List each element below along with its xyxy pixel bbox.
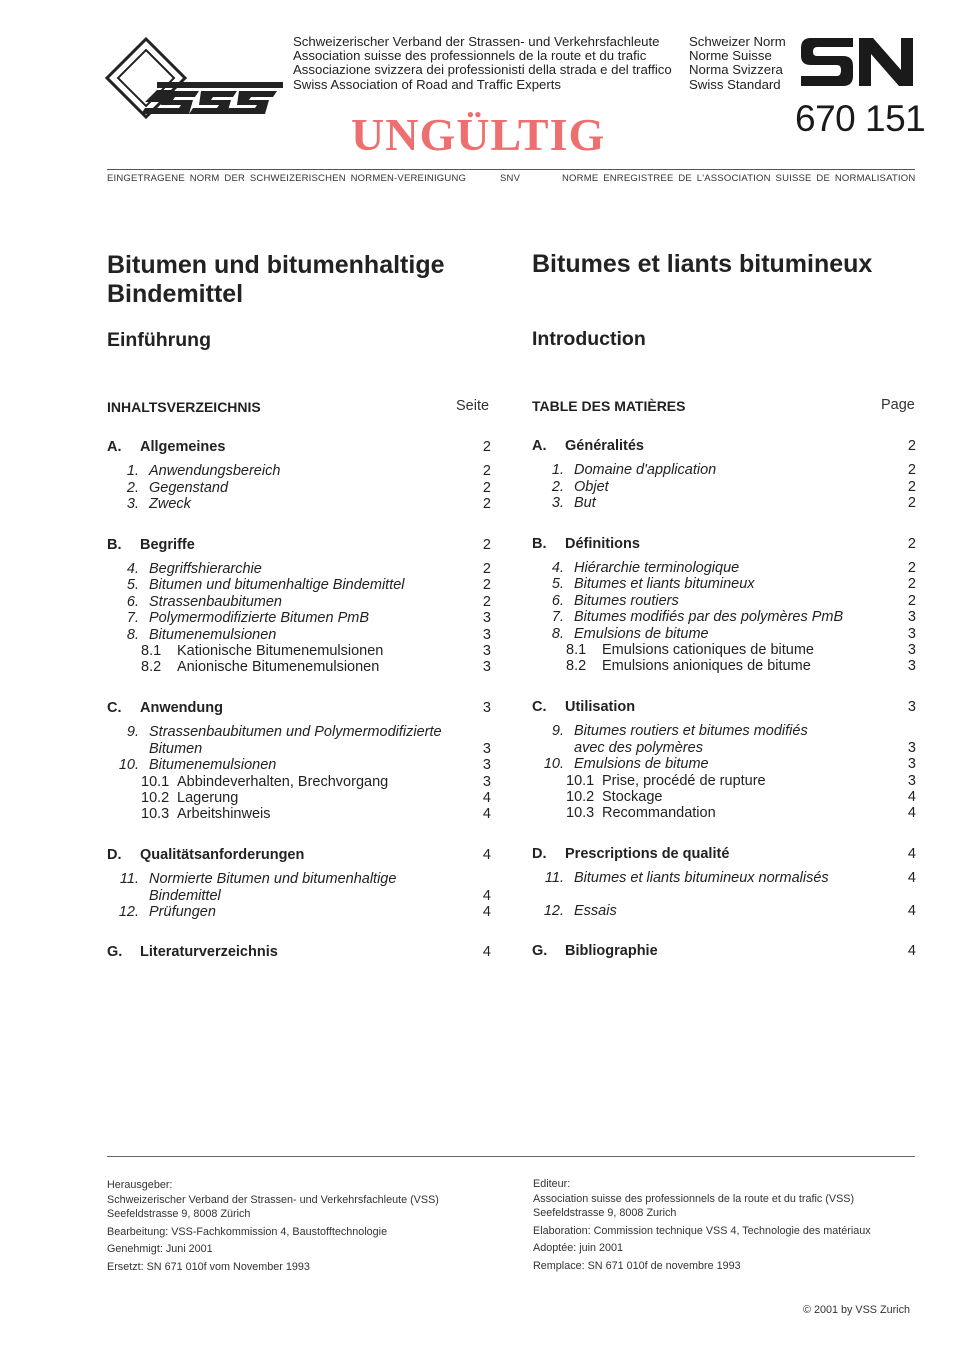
toc-item (107, 480, 491, 496)
toc-item-number: 12. (118, 903, 139, 920)
toc-item-number: 1. (551, 462, 564, 479)
toc-item (532, 887, 916, 903)
toc-item-number: 10. (543, 756, 564, 773)
toc-section-page: 4 (907, 943, 916, 960)
toc-indent (107, 806, 141, 822)
toc-section (107, 847, 491, 863)
toc-item-number: 4. (126, 561, 139, 578)
toc-subitem (532, 773, 916, 789)
toc-indent (532, 658, 566, 674)
toc-item (532, 462, 916, 478)
title-de-line1: Bitumen und bitumenhaltige (107, 251, 445, 279)
toc-item-title: Bitumes et liants bitumineux normalisés (574, 870, 829, 887)
toc-item-title: Bitumes routiers (574, 592, 679, 609)
toc-item-number (107, 741, 140, 757)
toc-item-page: 2 (482, 496, 491, 513)
toc-subitem-title: Abbindeverhalten, Brechvorgang (177, 773, 389, 790)
toc-subitem (107, 659, 491, 675)
toc-subitem-page: 3 (482, 643, 491, 660)
toc-section-page: 2 (482, 536, 491, 553)
toc-item-page: 3 (907, 739, 916, 756)
toc-item-page (471, 724, 491, 740)
toc-item-title: Emulsions de bitume (574, 625, 709, 642)
toc-item-page: 2 (907, 560, 916, 577)
toc-subitem-title: Kationische Bitumenemulsionen (177, 643, 384, 660)
toc-item-page: 3 (482, 610, 491, 627)
association-it: Associazione svizzera dei professionisti della strada e del traffico (293, 62, 672, 78)
toc-item-title: Bitumen und bitumenhaltige Bindemittel (149, 577, 405, 594)
toc-fr (532, 438, 916, 960)
toc-section-page: 3 (907, 698, 916, 715)
toc-section-title: Prescriptions de qualité (565, 845, 730, 862)
toc-section-letter: D. (532, 845, 547, 862)
toc-item-number: 11. (544, 870, 564, 887)
toc-section-title: Définitions (565, 535, 640, 552)
toc-subitem-number: 10.2 (141, 789, 170, 806)
toc-gap (532, 715, 916, 723)
toc-item-page: 2 (907, 462, 916, 479)
toc-section-page: 4 (482, 944, 491, 961)
toc-item-number: 10. (118, 757, 139, 774)
toc-gap (532, 919, 916, 943)
toc-subitem-number: 8.1 (141, 643, 162, 660)
toc-gap (107, 455, 491, 463)
standard-names (689, 35, 786, 92)
toc-section-title: Généralités (565, 438, 644, 454)
toc-item-number: 9. (551, 723, 564, 740)
toc-subitem-title: Stockage (602, 788, 663, 805)
toc-item-page: 3 (482, 626, 491, 643)
toc-subitem-page: 3 (907, 658, 916, 675)
toc-section-title: Qualitätsanforderungen (140, 846, 305, 863)
association-fr: Association suisse des professionnels de la route et du trafic (293, 48, 647, 64)
toc-section-letter: G. (532, 943, 548, 960)
toc-section (107, 944, 491, 960)
toc-section-letter: A. (107, 439, 122, 455)
toc-section-page: 3 (482, 699, 491, 716)
toc-subitem-title: Emulsions anioniques de bitume (602, 658, 811, 675)
toc-section-letter: D. (107, 846, 122, 863)
toc-section-page: 2 (482, 439, 491, 455)
toc-section (532, 943, 916, 959)
toc-item (532, 593, 916, 609)
toc-subitem (107, 806, 491, 822)
toc-item (107, 741, 491, 757)
toc-gap (107, 553, 491, 561)
toc-item-number: 12. (543, 902, 564, 919)
toc-item-number: 3. (551, 495, 564, 512)
invalid-stamp: UNGÜLTIG (351, 109, 606, 160)
page-heading-fr: Page (881, 397, 915, 413)
toc-gap (532, 862, 916, 870)
toc-item (107, 888, 491, 904)
toc-subitem (107, 643, 491, 659)
toc-item-page: 2 (907, 576, 916, 593)
toc-item (532, 626, 916, 642)
toc-item-page: 2 (907, 478, 916, 495)
toc-heading-de: INHALTSVERZEICHNIS (107, 399, 261, 415)
toc-item (107, 577, 491, 593)
toc-item-number: 5. (126, 577, 139, 594)
toc-item (107, 627, 491, 643)
toc-section-letter: A. (532, 438, 547, 454)
standard-en: Swiss Standard (689, 76, 781, 92)
association-names (293, 35, 672, 92)
toc-item-number: 7. (126, 610, 139, 627)
title-fr: Bitumes et liants bitumineux (532, 250, 873, 278)
toc-item-number: 5. (551, 576, 564, 593)
toc-item (532, 495, 916, 511)
toc-item-page: 3 (907, 756, 916, 773)
toc-item-title (565, 887, 896, 903)
toc-section-title: Literaturverzeichnis (140, 944, 278, 961)
toc-gap (532, 454, 916, 462)
association-de: Schweizerischer Verband der Strassen- und Verkehrsfachleute (293, 34, 660, 49)
toc-item (107, 463, 491, 479)
toc-subitem (107, 774, 491, 790)
replaces-fr: Remplace: SN 671 010f de novembre 1993 (533, 1259, 741, 1272)
vss-logo (105, 36, 285, 120)
toc-section-letter: B. (107, 536, 122, 553)
toc-item-title: Strassenbaubitumen (149, 593, 282, 610)
toc-item-number: 4. (551, 560, 564, 577)
toc-de (107, 439, 491, 961)
toc-section (532, 699, 916, 715)
toc-item (107, 496, 491, 512)
toc-item (532, 870, 916, 886)
toc-item-title: Hiérarchie terminologique (574, 560, 740, 577)
toc-item-page: 3 (482, 757, 491, 774)
toc-gap (107, 920, 491, 944)
toc-item-title: Anwendungsbereich (149, 463, 281, 480)
toc-item-title: But (574, 495, 596, 512)
toc-item-page (896, 887, 916, 903)
toc-subitem-page: 4 (907, 788, 916, 805)
toc-item-page (896, 723, 916, 739)
toc-item-title: Bitumen (149, 740, 203, 757)
toc-item-title: Normierte Bitumen und bitumenhaltige (149, 871, 397, 888)
toc-item-number: 6. (551, 592, 564, 609)
toc-item-number: 11. (119, 871, 139, 888)
toc-section (107, 439, 491, 455)
toc-item (107, 904, 491, 920)
standard-de: Schweizer Norm (689, 34, 786, 49)
footer-fr (533, 1177, 871, 1273)
toc-section-title: Begriffe (140, 536, 195, 553)
toc-item-number: 8. (126, 626, 139, 643)
toc-indent (532, 789, 566, 805)
toc-subitem-number: 8.2 (566, 658, 587, 675)
toc-gap (107, 676, 491, 700)
publisher-name-de: Schweizerischer Verband der Strassen- und Verkehrsfachleute (VSS) (107, 1193, 439, 1206)
toc-item-number: 9. (126, 724, 139, 741)
association-en: Swiss Association of Road and Traffic Experts (293, 76, 562, 92)
toc-item (107, 594, 491, 610)
toc-indent (107, 790, 141, 806)
footer-divider (107, 1156, 915, 1157)
toc-item (532, 479, 916, 495)
toc-subitem-title: Arbeitshinweis (177, 806, 271, 823)
approved-de: Genehmigt: Juni 2001 (107, 1243, 213, 1255)
publisher-label-fr: Editeur: (533, 1178, 571, 1190)
registered-norm-fr: NORME ENREGISTREE DE L'ASSOCIATION SUISSE DE NORMALISATION (562, 173, 916, 184)
toc-section (107, 537, 491, 553)
toc-section-letter: C. (532, 698, 547, 715)
toc-item (532, 609, 916, 625)
toc-item-page: 3 (907, 609, 916, 626)
header-divider (107, 169, 915, 170)
toc-item (107, 871, 491, 887)
toc-item (532, 903, 916, 919)
toc-subitem-page: 3 (907, 642, 916, 659)
toc-subitem-page: 4 (482, 806, 491, 823)
publisher-address-fr: Seefeldstrasse 9, 8008 Zurich (533, 1207, 677, 1219)
toc-item-page: 3 (482, 740, 491, 757)
toc-subitem (532, 642, 916, 658)
toc-item-number (107, 888, 140, 904)
toc-item-page: 2 (482, 561, 491, 578)
toc-subitem-page: 4 (907, 805, 916, 822)
toc-item-number: 1. (126, 463, 139, 480)
toc-subitem-title: Prise, procédé de rupture (602, 772, 766, 789)
toc-subitem-number: 8.1 (566, 642, 587, 659)
toc-item-number: 6. (126, 593, 139, 610)
toc-item-number: 3. (126, 496, 139, 513)
toc-section-title: Allgemeines (140, 439, 226, 455)
toc-subitem-number: 10.2 (566, 788, 595, 805)
toc-item-title: Bindemittel (149, 887, 221, 904)
toc-section-page: 4 (482, 846, 491, 863)
toc-section (532, 438, 916, 454)
toc-item-page: 3 (907, 625, 916, 642)
toc-indent (107, 774, 141, 790)
toc-section-title: Bibliographie (565, 943, 658, 960)
toc-item-page: 2 (907, 592, 916, 609)
toc-item-title: Bitumenemulsionen (149, 757, 277, 774)
toc-indent (532, 642, 566, 658)
toc-heading-fr: TABLE DES MATIÈRES (532, 398, 686, 414)
footer-de (107, 1178, 439, 1274)
toc-item (107, 757, 491, 773)
publisher-label-de: Herausgeber: (107, 1179, 173, 1191)
toc-subitem-page: 4 (482, 789, 491, 806)
toc-item-number: 8. (551, 625, 564, 642)
toc-item-page: 2 (907, 495, 916, 512)
toc-indent (532, 773, 566, 789)
toc-subitem (532, 805, 916, 821)
page-heading-de: Seite (456, 398, 490, 414)
toc-item-title: Bitumenemulsionen (149, 626, 277, 643)
approved-fr: Adoptée: juin 2001 (533, 1242, 624, 1254)
toc-section-page: 2 (907, 535, 916, 552)
toc-item-title: avec des polymères (574, 739, 703, 756)
toc-gap (532, 675, 916, 699)
title-de (107, 251, 445, 309)
toc-subitem (532, 789, 916, 805)
snv-label: SNV (500, 173, 521, 184)
toc-section-letter: C. (107, 699, 122, 716)
toc-item-page: 2 (482, 479, 491, 496)
toc-item-page: 4 (907, 870, 916, 887)
toc-item-page: 4 (482, 903, 491, 920)
title-de-line2: Bindemittel (107, 280, 244, 308)
toc-indent (532, 805, 566, 821)
replaces-de: Ersetzt: SN 671 010f vom November 1993 (107, 1260, 310, 1273)
subtitle-fr: Introduction (532, 328, 646, 350)
toc-item-title: Begriffshierarchie (149, 561, 262, 578)
toc-item (107, 561, 491, 577)
toc-item-title: Polymermodifizierte Bitumen PmB (149, 610, 369, 627)
toc-item-number: 7. (551, 609, 564, 626)
publisher-name-fr: Association suisse des professionnels de la route et du trafic (VSS) (533, 1192, 855, 1205)
toc-subitem-title: Anionische Bitumenemulsionen (177, 659, 380, 676)
toc-item-page: 2 (482, 577, 491, 594)
toc-item (532, 756, 916, 772)
toc-item-page (471, 871, 491, 887)
toc-gap (532, 822, 916, 846)
toc-item-page: 2 (482, 463, 491, 480)
toc-item-title: Bitumes routiers et bitumes modifiés (574, 723, 808, 740)
toc-section (532, 536, 916, 552)
toc-subitem-number: 10.3 (566, 805, 595, 822)
copyright: © 2001 by VSS Zurich (803, 1304, 910, 1316)
toc-gap (107, 823, 491, 847)
toc-gap (532, 512, 916, 536)
toc-item-title: Objet (574, 478, 609, 495)
toc-item-page: 4 (907, 902, 916, 919)
toc-item-number (532, 740, 565, 756)
toc-section-letter: B. (532, 535, 547, 552)
toc-item-title: Gegenstand (149, 479, 229, 496)
toc-item-title: Strassenbaubitumen und Polymermodifizierte (149, 724, 442, 741)
registered-norm-de: EINGETRAGENE NORM DER SCHWEIZERISCHEN NORMEN-VEREINIGUNG (107, 173, 467, 184)
toc-item-title: Zweck (149, 496, 191, 513)
toc-item-page: 2 (482, 593, 491, 610)
toc-indent (107, 643, 141, 659)
toc-section-page: 2 (907, 438, 916, 454)
toc-gap (107, 863, 491, 871)
editing-de: Bearbeitung: VSS-Fachkommission 4, Baustofftechnologie (107, 1225, 388, 1238)
toc-subitem-title: Emulsions cationiques de bitume (602, 642, 814, 659)
toc-section-title: Utilisation (565, 698, 636, 715)
toc-gap (107, 513, 491, 537)
toc-item (107, 610, 491, 626)
toc-subitem (107, 790, 491, 806)
subtitle-de: Einführung (107, 329, 211, 351)
toc-item-title: Domaine d'application (574, 462, 717, 479)
toc-section (532, 846, 916, 862)
toc-section (107, 700, 491, 716)
toc-section-page: 4 (907, 845, 916, 862)
toc-item (107, 724, 491, 740)
toc-item-title: Bitumes et liants bitumineux (574, 576, 755, 593)
toc-subitem-page: 3 (907, 772, 916, 789)
toc-item-number: 2. (126, 479, 139, 496)
norm-number: 670 151 (795, 98, 926, 139)
toc-item (532, 560, 916, 576)
toc-item-title: Emulsions de bitume (574, 756, 709, 773)
toc-item-page: 4 (482, 887, 491, 904)
toc-subitem-number: 8.2 (141, 659, 162, 676)
toc-subitem-page: 3 (482, 659, 491, 676)
sn-logo (797, 32, 917, 90)
toc-subitem-title: Recommandation (602, 805, 716, 822)
toc-subitem-number: 10.1 (141, 773, 170, 790)
toc-item (532, 740, 916, 756)
toc-item-title: Bitumes modifiés par des polymères PmB (574, 609, 844, 626)
toc-item (532, 576, 916, 592)
toc-subitem-number: 10.3 (141, 806, 170, 823)
toc-gap (532, 552, 916, 560)
publisher-address-de: Seefeldstrasse 9, 8008 Zürich (107, 1208, 251, 1220)
toc-subitem-page: 3 (482, 773, 491, 790)
toc-subitem-title: Lagerung (177, 789, 239, 806)
toc-item-title: Essais (574, 902, 617, 919)
toc-subitem-number: 10.1 (566, 772, 595, 789)
standard-fr: Norme Suisse (689, 48, 772, 64)
standard-it: Norma Svizzera (689, 62, 783, 78)
toc-indent (107, 659, 141, 675)
toc-item-number (532, 887, 565, 903)
toc-section-letter: G. (107, 944, 123, 961)
toc-item-number: 2. (551, 478, 564, 495)
toc-subitem (532, 658, 916, 674)
editing-fr: Elaboration: Commission technique VSS 4, Technologie des matériaux (533, 1224, 871, 1237)
toc-item-title: Prüfungen (149, 903, 216, 920)
toc-item (532, 723, 916, 739)
toc-gap (107, 716, 491, 724)
toc-section-title: Anwendung (140, 699, 223, 716)
